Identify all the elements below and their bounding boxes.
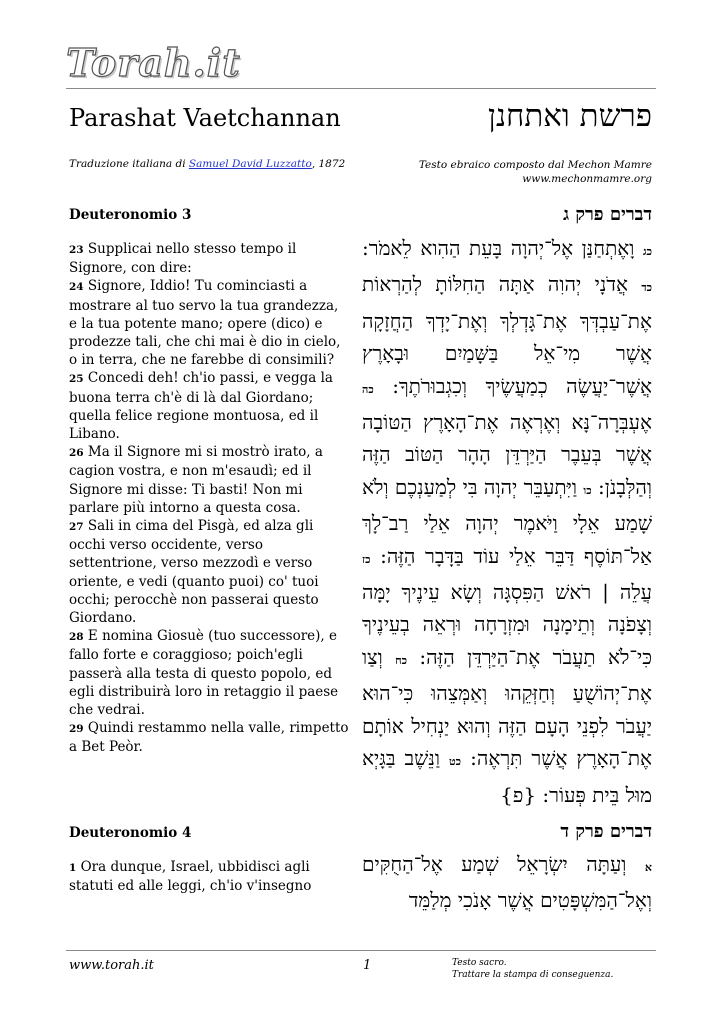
credit-he-line1: Testo ebraico composto dal Mechon Mamre (418, 159, 652, 171)
verse-number: א (644, 861, 652, 874)
footer-divider (66, 950, 656, 951)
site-logo[interactable]: Torah.it (66, 40, 241, 85)
verse-italian: 27 Sali in cima del Pisgà, ed alza gli occhi verso occidente, verso settentrione, verso mezzodì e verso oriente, e vedi (quanto puoi) co' tuoi occhi; perocchè non passerai questo Giordano. (69, 518, 319, 627)
credit-prefix: Traduzione italiana di (69, 158, 186, 170)
page-title-italian: Parashat Vaetchannan (69, 104, 341, 132)
verse-number: כה (362, 382, 374, 396)
italian-text-column (69, 240, 349, 757)
verse-italian: 25 Concedi deh! ch'io passi, e vegga la buona terra ch'è di là dal Giordano; quella felice regione montuosa, ed il Libano. (69, 370, 333, 443)
translation-credit (69, 158, 345, 170)
verse-number: כח (395, 653, 407, 667)
footer-note (452, 957, 613, 981)
hebrew-text-column (362, 232, 652, 811)
verse-hebrew: וַנֵּשֶׁב בַּגָּיְא מוּל בֵּית פְּעוֹר: {פ} (362, 746, 652, 807)
footer-site-link[interactable]: www.torah.it (69, 958, 154, 973)
verse-italian: 26 Ma il Signore mi si mostrò irato, a cagion vostra, e non m'esaudì; ed il Signore mi disse: Ti basti! Non mi parlare più intorno a questa cosa. (69, 444, 323, 516)
verse-hebrew: וְעַתָּה יִשְׂרָאֵל שְׁמַע אֶל־הַחֻקִּים וְאֶל־הַמִּשְׁפָּטִים אֲשֶׁר אָנֹכִי מְלַמֵּד (362, 852, 652, 913)
italian-text-column (69, 858, 349, 895)
verse-italian: 23 Supplicai nello stesso tempo il Signore, con dire: (69, 241, 297, 277)
credit-he-line2: www.mechonmamre.org (522, 173, 652, 185)
page-title-hebrew: פרשת ואתחנן (488, 98, 652, 134)
hebrew-text-credit (419, 158, 652, 186)
translator-link[interactable]: Samuel David Luzzatto (188, 158, 312, 170)
page-number: 1 (363, 958, 372, 973)
header-divider (66, 88, 656, 89)
chapter-heading-hebrew: דברים פרק ג (563, 204, 652, 225)
verse-hebrew: וַיִּתְעַבֵּר יְהוָה בִּי לְמַעַנְכֶם וְלֹא שָׁמַע אֵלָי וַיֹּאמֶר יְהוָה אֵלַי רַב־לָךְ אַל־תּוֹסֶף דַּבֵּר אֵלַי עוֹד בַּדָּבָר הַזֶּה: (362, 474, 653, 568)
verse-hebrew: עֲלֵה | רֹאשׁ הַפִּסְגָּה וְשָׂא עֵינֶיךָ יָמָּה וְצָפֹנָה וְתֵימָנָה וּמִזְרָחָה וּרְאֵה בְעֵינֶיךָ כִּי־לֹא תַעֲבֹר אֶת־הַיַּרְדֵּן הַזֶּה: (362, 580, 653, 669)
verse-hebrew: וָאֶתְחַנַּן אֶל־יְהוָה בָּעֵת הַהִוא לֵאמֹר: (362, 236, 635, 260)
verse-italian: 29 Quindi restammo nella valle, rimpetto a Bet Peòr. (69, 720, 349, 756)
verse-number: כט (449, 755, 462, 769)
chapter-heading-italian: Deuteronomio 4 (69, 825, 192, 841)
verse-hebrew: אֲדֹנָי יְהוִה אַתָּה הַחִלּוֹתָ לְהַרְאוֹת אֶת־עַבְדְּךָ אֶת־גָּדְלְךָ וְאֶת־יָדְךָ הַחֲזָקָה אֲשֶׁר מִי־אֵל בַּשָּׁמַיִם וּבָאָרֶץ אֲשֶׁר־יַעֲשֶׂה כְמַעֲשֶׂיךָ וְכִגְבוּרֹתֶךָ: (362, 272, 652, 398)
verse-hebrew: וְצַו אֶת־יְהוֹשֻׁעַ וְחַזְּקֵהוּ וְאַמְּצֵהוּ כִּי־הוּא יַעֲבֹר לִפְנֵי הָעָם הַזֶּה וְהוּא יַנְחִיל אוֹתָם אֶת־הָאָרֶץ אֲשֶׁר תִּרְאֶה: (362, 644, 653, 771)
verse-italian: 1 Ora dunque, Israel, ubbidisci agli statuti ed alle leggi, ch'io v'insegno (69, 859, 312, 895)
chapter-heading-italian: Deuteronomio 3 (69, 207, 192, 223)
credit-suffix: , 1872 (311, 158, 346, 170)
footer-note-line1: Testo sacro. (452, 958, 507, 968)
hebrew-text-column (362, 848, 652, 917)
footer-note-line2: Trattare la stampa di conseguenza. (452, 970, 614, 980)
verse-number: כד (641, 281, 652, 295)
verse-italian: 28 E nomina Giosuè (tuo successore), e fallo forte e coraggioso; poich'egli passerà alla testa di questo popolo, ed egli distribuirà loro in retaggio il paese che vedrai. (69, 628, 339, 719)
verse-number: כז (362, 552, 371, 566)
verse-hebrew: אֶעְבְּרָה־נָּא וְאֶרְאֶה אֶת־הָאָרֶץ הַטּוֹבָה אֲשֶׁר בְּעֵבֶר הַיַּרְדֵּן הָהָר הַטּוֹב הַזֶּה וְהַלְּבָנֹן: (362, 410, 653, 499)
verse-number: כג (643, 245, 653, 258)
verse-number: כו (583, 483, 592, 497)
verse-italian: 24 Signore, Iddio! Tu cominciasti a mostrare al tuo servo la tua grandezza, e la tua potente mano; opere (dico) e prodezze tali, che chi mai è dio in cielo, o in terra, che ne farebbe di consimili? (69, 278, 341, 369)
chapter-heading-hebrew: דברים פרק ד (560, 821, 652, 842)
